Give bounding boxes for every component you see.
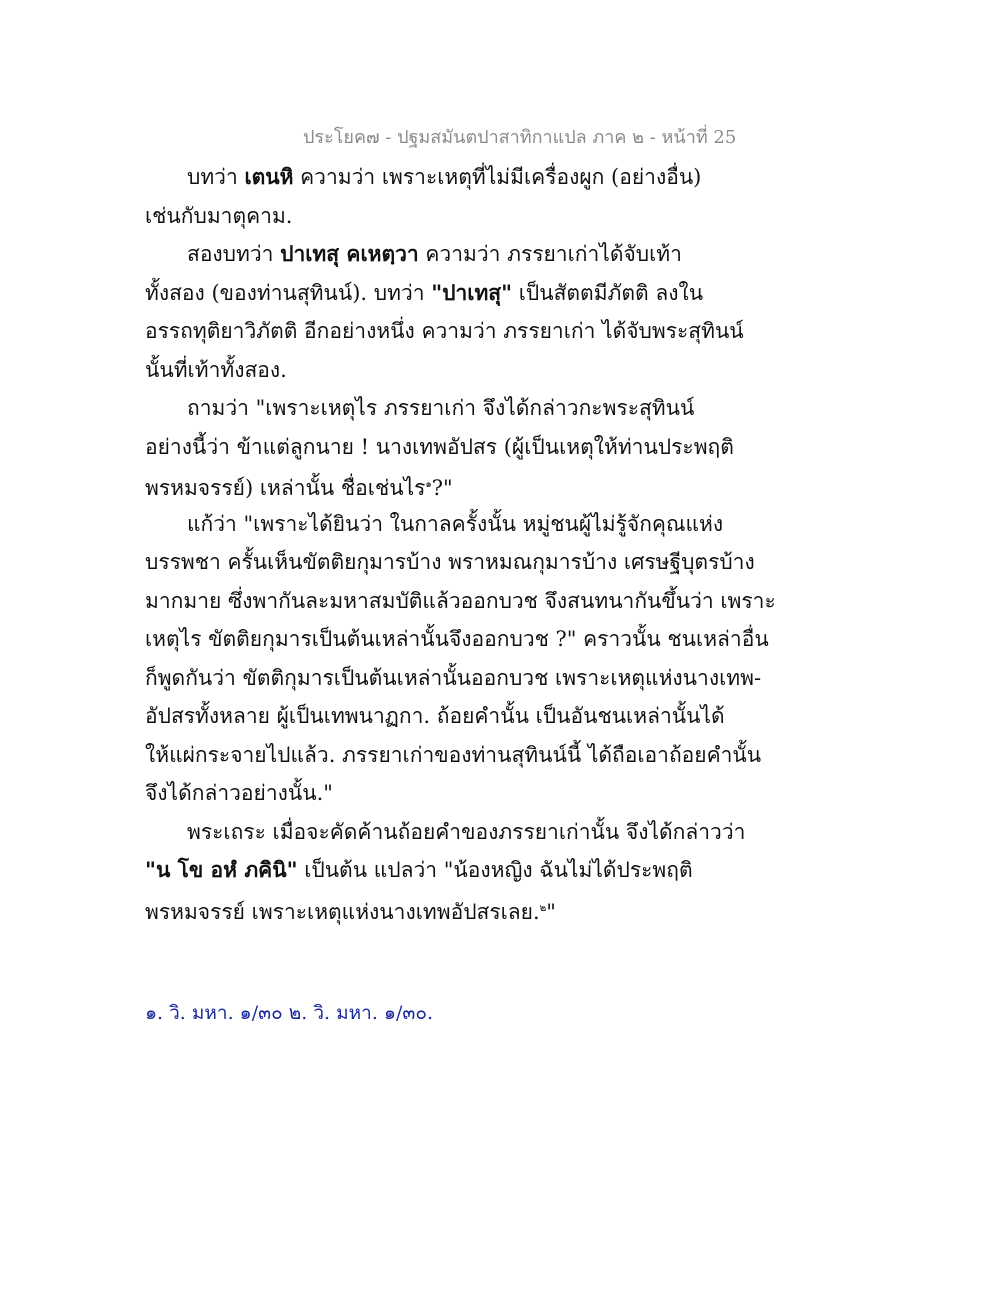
text-line: เหตุไร ขัตติยกุมารเป็นต้นเหล่านั้นจึงออกบวช ?" คราวนั้น ชนเหล่าอื่น: [145, 627, 769, 651]
text-span: บทว่า: [187, 165, 245, 189]
footnotes: ๑. วิ. มหา. ๑/๓๐ ๒. วิ. มหา. ๑/๓๐.: [145, 1002, 434, 1024]
text-line: นั้นที่เท้าทั้งสอง.: [145, 357, 287, 382]
text-line: บรรพชา ครั้นเห็นขัตติยกุมารบ้าง พราหมณกุมารบ้าง เศรษฐีบุตรบ้าง: [145, 550, 755, 574]
footnote-marker: ๒: [539, 902, 547, 914]
text-span: พรหมจรรย์ เพราะเหตุแห่งนางเทพอัปสรเลย.: [145, 899, 540, 924]
text-span: ?": [431, 476, 453, 500]
text-line: [145, 158, 730, 197]
text-line: [145, 235, 730, 274]
pali-term: "น โข อหํ ภคินิ": [145, 857, 298, 882]
text-line: ให้แผ่กระจายไปแล้ว. ภรรยาเก่าของท่านสุทินน์นี้ ได้ถือเอาถ้อยคำนั้น: [145, 742, 762, 767]
text-line: มากมาย ซึ่งพากันละมหาสมบัติแล้วออกบวช จึงสนทนากันขึ้นว่า เพราะ: [145, 588, 776, 613]
text-line: อย่างนี้ว่า ข้าแต่ลูกนาย ! นางเทพอัปสร (ผู้เป็นเหตุให้ท่านประพฤติ: [145, 434, 734, 459]
text-span: พรหมจรรย์) เหล่านั้น ชื่อเช่นไร: [145, 476, 426, 500]
pali-term: ปาเทสุ คเหตฺวา: [280, 241, 419, 266]
text-line: แก้ว่า "เพราะได้ยินว่า ในกาลครั้งนั้น หมู่ชนผู้ไม่รู้จักคุณแห่ง: [187, 511, 724, 536]
pali-term: "ปาเทสุ": [431, 279, 513, 305]
pali-term: เตนหิ: [244, 164, 294, 189]
text-span: เป็นต้น แปลว่า "น้องหญิง ฉันไม่ได้ประพฤติ: [297, 858, 693, 882]
text-line: ถามว่า "เพราะเหตุไร ภรรยาเก่า จึงได้กล่าวกะพระสุทินน์: [187, 396, 695, 420]
text-span: เป็นสัตตมีภัตติ ลงใน: [512, 280, 704, 305]
text-span: สองบทว่า: [187, 242, 281, 266]
text-line: เช่นกับมาตุคาม.: [145, 203, 293, 228]
text-line: อรรถทุติยาวิภัตติ อีกอย่างหนึ่ง ความว่า ภรรยาเก่า ได้จับพระสุทินน์: [145, 319, 744, 343]
text-span: ทั้งสอง (ของท่านสุทินน์). บทว่า: [145, 280, 432, 305]
text-line: อัปสรทั้งหลาย ผู้เป็นเทพนาฏกา. ถ้อยคำนั้น เป็นอันชนเหล่านั้นได้: [145, 704, 725, 728]
text-line: จึงได้กล่าวอย่างนั้น.": [145, 781, 333, 805]
text-span: ความว่า ภรรยาเก่าได้จับเท้า: [418, 242, 682, 266]
body-text: [145, 158, 776, 928]
text-line: [145, 851, 730, 890]
page-header: ประโยค๗ - ปฐมสมันตปาสาทิกาแปล ภาค ๒ - หน้าที่ 25: [303, 127, 737, 148]
text-line: ก็พูดกันว่า ขัตติกุมารเป็นต้นเหล่านั้นออกบวช เพราะเหตุแห่งนางเทพ-: [145, 665, 762, 690]
text-span: ความว่า เพราะเหตุที่ไม่มีเครื่องผูก (อย่างอื่น): [293, 165, 702, 189]
text-line: [145, 890, 730, 929]
footnote-marker: ๑: [425, 479, 432, 490]
text-line: พระเถระ เมื่อจะคัดค้านถ้อยคำของภรรยาเก่านั้น จึงได้กล่าวว่า: [187, 819, 746, 844]
text-line: [145, 274, 730, 313]
text-span: ": [546, 899, 556, 924]
text-line: [145, 466, 730, 505]
